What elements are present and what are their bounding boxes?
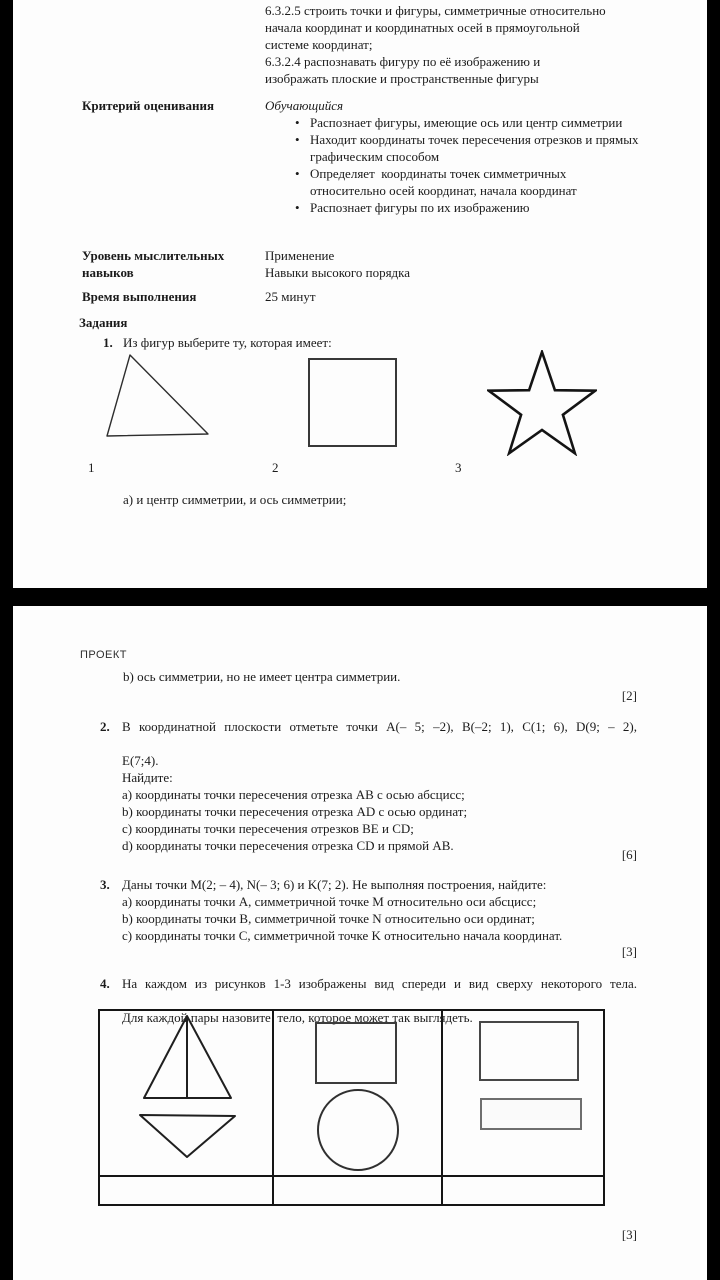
- answer-cell-3: [443, 1177, 603, 1204]
- text-line: 6.3.2.5 строить точки и фигуры, симметричные относительно: [265, 3, 606, 18]
- thinking-skills-values: [265, 247, 565, 281]
- document-page-1: [13, 0, 707, 588]
- text-line: В координатной плоскости отметьте точки A(– 5; –2), B(–2; 1), C(1; 6), D(9; – 2),: [122, 719, 637, 734]
- text-line: а) координаты точки A, симметричной точке M относительно оси абсцисс;: [122, 894, 537, 909]
- views-table-figure-row: [100, 1011, 603, 1175]
- task3-text: [122, 876, 637, 944]
- task1-option-a: а) и центр симметрии, и ось симметрии;: [123, 492, 347, 507]
- triangle-figure: [105, 352, 211, 440]
- option-b-mark: [2]: [621, 688, 637, 703]
- views-table-answer-row: [100, 1175, 603, 1204]
- text-line: • Определяет координаты точек симметричных относительно осей координат, начала координат: [289, 165, 645, 199]
- text-line: с) координаты точки пересечения отрезков BE и CD;: [122, 821, 414, 836]
- task3-number: 3.: [100, 877, 110, 892]
- task4-number: 4.: [100, 976, 110, 991]
- text-line: системе координат;: [265, 37, 373, 52]
- text-line: с) координаты точки C, симметричной точке K относительно начала координат.: [122, 928, 563, 943]
- text-line: E(7;4).: [122, 753, 159, 768]
- figure-label-3: 3: [455, 460, 462, 475]
- criteria-bullet-list: [289, 114, 645, 216]
- task2-mark: [6]: [621, 847, 637, 862]
- text-line: b) координаты точки пересечения отрезка AD с осью ординат;: [122, 804, 468, 819]
- thinking-skills-label: Уровень мыслительных навыков: [82, 248, 225, 280]
- text-line: На каждом из рисунков 1-3 изображены вид спереди и вид сверху некоторого тела.: [122, 976, 637, 991]
- task3-mark: [3]: [621, 944, 637, 959]
- text-line: 6.3.2.4 распознавать фигуру по её изображению и: [265, 54, 541, 69]
- answer-cell-2: [274, 1177, 443, 1204]
- text-line: • Находит координаты точек пересечения отрезков и прямых графическим способом: [289, 131, 645, 165]
- answer-cell-1: [100, 1177, 274, 1204]
- figure-label-1: 1: [88, 460, 95, 475]
- view-pair-2-cell: [274, 1011, 443, 1175]
- text-line: Применение: [265, 248, 335, 263]
- text-line: b) координаты точки B, симметричной точке N относительно оси ординат;: [122, 911, 535, 926]
- rectangle-top-view-figure: [480, 1098, 582, 1130]
- criteria-student-label: Обучающийся: [265, 98, 344, 113]
- tasks-header: Задания: [79, 315, 128, 330]
- task4-mark: [3]: [621, 1227, 637, 1242]
- figure-label-2: 2: [272, 460, 279, 475]
- criteria-label: Критерий оценивания: [82, 98, 215, 113]
- circle-view-figure: [317, 1089, 399, 1171]
- document-page-2: [13, 606, 707, 1280]
- square-figure: [308, 358, 397, 447]
- text-line: • Распознает фигуры по их изображению: [289, 199, 645, 216]
- task2-text: [122, 718, 637, 854]
- text-line: Навыки высокого порядка: [265, 265, 411, 280]
- task2-number: 2.: [100, 719, 110, 734]
- triangle-views-figure: [133, 1013, 243, 1163]
- text-line: изображать плоские и пространственные фигуры: [265, 71, 539, 86]
- text-line: Найдите:: [122, 770, 173, 785]
- text-line: d) координаты точки пересечения отрезка CD и прямой AB.: [122, 838, 454, 853]
- star-figure: [487, 350, 597, 456]
- view-pair-1-cell: [100, 1011, 274, 1175]
- time-label: Время выполнения: [82, 289, 197, 304]
- task1-option-b: b) ось симметрии, но не имеет центра симметрии.: [123, 669, 401, 684]
- views-table: [98, 1009, 605, 1206]
- time-value: 25 минут: [265, 289, 316, 304]
- text-line: Для каждой пары назовите тело, которое может так выглядеть.: [122, 1010, 473, 1025]
- draft-watermark: ПРОЕКТ: [80, 649, 128, 661]
- view-pair-3-cell: [443, 1011, 603, 1175]
- text-line: а) координаты точки пересечения отрезка AB с осью абсцисс;: [122, 787, 465, 802]
- text-line: • Распознает фигуры, имеющие ось или центр симметрии: [289, 114, 645, 131]
- task1-text: Из фигур выберите ту, которая имеет:: [123, 335, 332, 350]
- square-view-figure: [315, 1022, 397, 1084]
- learning-objectives: [265, 2, 665, 87]
- rectangle-view-figure: [479, 1021, 579, 1081]
- task1-number: 1.: [103, 335, 113, 350]
- text-line: Даны точки M(2; – 4), N(– 3; 6) и K(7; 2). Не выполняя построения, найдите:: [122, 877, 547, 892]
- text-line: начала координат и координатных осей в прямоугольной: [265, 20, 580, 35]
